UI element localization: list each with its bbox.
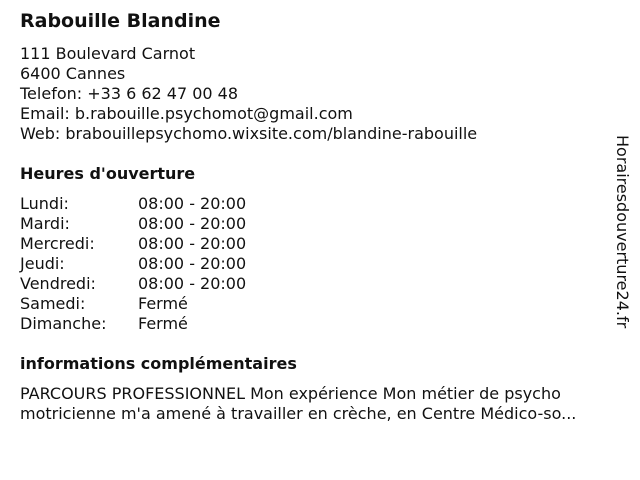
- day-label: Lundi:: [20, 194, 69, 213]
- day-label: Jeudi:: [20, 254, 65, 273]
- day-label: Dimanche:: [20, 314, 107, 333]
- day-label: Vendredi:: [20, 274, 96, 293]
- time-value: 08:00 - 20:00: [138, 234, 247, 253]
- additional-info-heading: informations complémentaires: [20, 354, 297, 373]
- website-url[interactable]: Web: brabouillepsychomo.wixsite.com/blandine-rabouille: [20, 124, 478, 143]
- time-value: 08:00 - 20:00: [138, 194, 247, 213]
- additional-info-text: [20, 384, 630, 424]
- day-label: Mercredi:: [20, 234, 95, 253]
- contact-block: [20, 44, 477, 144]
- time-value: Fermé: [138, 314, 188, 333]
- time-value: 08:00 - 20:00: [138, 274, 247, 293]
- opening-hours-heading: Heures d'ouverture: [20, 164, 196, 183]
- address-city: 6400 Cannes: [20, 64, 126, 83]
- time-value: 08:00 - 20:00: [138, 254, 247, 273]
- address-street: 111 Boulevard Carnot: [20, 44, 196, 63]
- site-watermark: Horairesdouverture24.fr: [613, 135, 632, 329]
- phone-number[interactable]: Telefon: +33 6 62 47 00 48: [20, 84, 239, 103]
- info-line: PARCOURS PROFESSIONNEL Mon expérience Mon métier de psycho: [20, 384, 561, 403]
- day-label: Mardi:: [20, 214, 70, 233]
- business-name: Rabouille Blandine: [20, 10, 221, 32]
- email-address[interactable]: Email: b.rabouille.psychomot@gmail.com: [20, 104, 353, 123]
- time-value: Fermé: [138, 294, 188, 313]
- day-label: Samedi:: [20, 294, 86, 313]
- time-value: 08:00 - 20:00: [138, 214, 247, 233]
- info-line: motricienne m'a amené à travailler en crèche, en Centre Médico-so...: [20, 404, 577, 423]
